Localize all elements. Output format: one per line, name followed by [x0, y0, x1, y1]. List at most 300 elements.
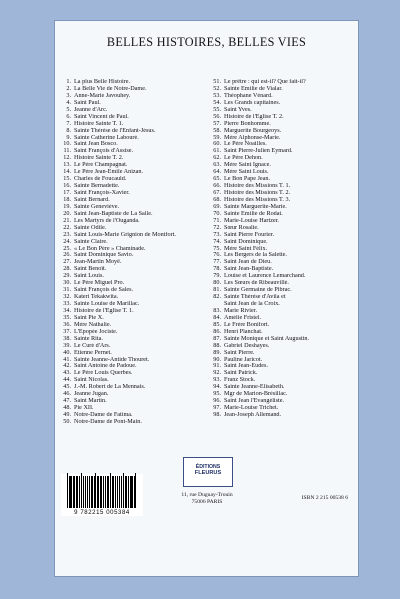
barcode-bar [87, 476, 88, 508]
list-item-number: 92. [213, 369, 221, 377]
list-item-number: 22. [63, 223, 71, 231]
list-item-number: 65. [213, 175, 221, 183]
list-item [211, 301, 359, 308]
list-item-number: 94. [213, 383, 221, 391]
barcode-bar [100, 476, 101, 508]
list-item-number: 27. [63, 258, 71, 266]
barcode-bar [112, 476, 113, 508]
list-item-title: Les Sœurs de Ribeauvillé. [224, 280, 289, 287]
list-item-title: Saint Patrick. [224, 370, 258, 377]
list-item [211, 280, 359, 287]
list-item [61, 176, 209, 183]
list-item [61, 128, 209, 135]
list-item-title: Saint Jean-Eudes. [224, 363, 268, 370]
list-item-title: Sœur Rosalie. [224, 224, 259, 231]
list-item-number: 63. [213, 161, 221, 169]
list-item-title: Théophane Vénard. [224, 92, 273, 99]
list-item [211, 252, 359, 259]
list-item-title: Marguerite Bourgeoys. [224, 127, 282, 134]
list-item-number: 69. [213, 202, 221, 210]
list-item [61, 412, 209, 419]
list-item [61, 329, 209, 336]
list-item-number: 30. [63, 279, 71, 287]
titles-list-left [61, 79, 209, 426]
list-item-number: 47. [63, 397, 71, 405]
barcode-bar [121, 476, 122, 508]
list-item-title: Saint Dominique. [224, 238, 268, 245]
barcode-bar [110, 473, 111, 508]
list-item-number: 34. [63, 306, 71, 314]
barcode-bar [113, 476, 114, 508]
barcode-bar [134, 476, 135, 508]
list-item-title: Saint Louis. [74, 273, 104, 280]
list-item-title: Saint Louis-Marie Grignion de Montfort. [74, 231, 176, 238]
list-item-title: Sainte Monique et Saint Augustin. [224, 335, 310, 342]
list-item-number: 81. [213, 286, 221, 294]
list-item-title: L'Épopée Jociste. [74, 328, 118, 335]
list-item [61, 280, 209, 287]
list-item-title: Marie-Louise Hartzer. [224, 217, 279, 224]
list-item-number: 20. [63, 209, 71, 217]
list-item [211, 370, 359, 377]
list-item [61, 363, 209, 370]
list-item-title: Les Martyrs de l'Ouganda. [74, 217, 140, 224]
list-item-title: Charles de Foucauld. [74, 176, 127, 183]
list-item-title: Sainte Thérèse d'Avila et [224, 294, 286, 301]
list-item-title: Le Curé d'Ars. [74, 342, 111, 349]
barcode-bar [81, 473, 82, 508]
list-item-number: 8. [66, 126, 71, 134]
list-item-number: 36. [63, 320, 71, 328]
list-item [61, 252, 209, 259]
list-item-number: 32. [63, 293, 71, 301]
list-item [211, 336, 359, 343]
list-item [211, 176, 359, 183]
list-item-number: 12. [63, 154, 71, 162]
list-item-number: 86. [213, 327, 221, 335]
barcode-bar [95, 473, 96, 508]
list-item-number: 96. [213, 397, 221, 405]
list-item [211, 322, 359, 329]
list-item-number: 40. [63, 348, 71, 356]
list-item-title: Amélie Fristel. [224, 314, 262, 321]
list-item-title: Franz Stock. [224, 377, 256, 384]
list-item-number: 64. [213, 168, 221, 176]
publisher-logo-line1: ÉDITIONS [195, 464, 221, 470]
list-item-number: 15. [63, 175, 71, 183]
list-item-title: Sainte Bernadette. [74, 183, 120, 190]
list-item-title: Saint Pie X. [74, 314, 104, 321]
list-item-title: Le Bon Pape Jean. [224, 176, 271, 183]
barcode-bar [128, 476, 129, 508]
list-item-number: 28. [63, 265, 71, 273]
list-item [211, 350, 359, 357]
list-item [61, 107, 209, 114]
list-item [61, 308, 209, 315]
list-item-title: Histoire des Missions T. 3. [224, 196, 291, 203]
list-item-title: Pauline Jaricot. [224, 356, 263, 363]
list-item-number: 43. [63, 369, 71, 377]
list-item [61, 419, 209, 426]
list-item-number: 48. [63, 404, 71, 412]
list-item-title: Saint Nicolas. [74, 377, 109, 384]
list-item-title: Saint Vincent de Paul. [74, 113, 129, 120]
list-item-title: Sainte Émilie de Vialar. [224, 85, 283, 92]
list-item-number: 91. [213, 362, 221, 370]
barcode-bar [115, 476, 116, 508]
list-item-number: 90. [213, 355, 221, 363]
list-item-title: Histoire des Missions T. 2. [224, 190, 291, 196]
list-item [61, 357, 209, 364]
list-item [61, 266, 209, 273]
list-item-number: 45. [63, 383, 71, 391]
list-item-number: 5. [66, 105, 71, 113]
list-item-number: 77. [213, 258, 221, 266]
list-item-number: 2. [66, 84, 71, 92]
list-item-number: 75. [213, 244, 221, 252]
barcode-bar [123, 473, 124, 508]
list-item-number: 31. [63, 286, 71, 294]
list-item-title: La plus Belle Histoire. [74, 79, 131, 85]
list-item-number: 14. [63, 168, 71, 176]
list-item [211, 114, 359, 121]
list-item-number: 24. [63, 237, 71, 245]
list-item [211, 377, 359, 384]
list-item [61, 114, 209, 121]
barcode-bar [131, 476, 132, 508]
list-item-number: 13. [63, 161, 71, 169]
list-item-title: Jean-Martin Moyë. [74, 259, 122, 266]
list-item-title: Le Père Noailles. [224, 141, 267, 148]
titles-list-right [211, 79, 359, 419]
barcode-bar [117, 476, 118, 508]
list-item-title: Pie XII. [74, 405, 94, 412]
list-item [211, 315, 359, 322]
list-item-title: Mgr de Marion-Brésillac. [224, 391, 288, 398]
list-item [61, 391, 209, 398]
list-item [61, 162, 209, 169]
list-item-title: Saint Benoît. [74, 266, 107, 273]
list-item-title: Sainte Catherine Labouré. [74, 134, 139, 141]
list-item-number: 84. [213, 313, 221, 321]
list-item-number: 7. [66, 119, 71, 127]
list-item-number: 21. [63, 216, 71, 224]
list-item-title: Saint Jean-Baptiste. [224, 266, 274, 273]
list-item-number: 79. [213, 272, 221, 280]
barcode-bar [70, 476, 71, 508]
list-item-number: 54. [213, 98, 221, 106]
list-item-title: Saint Jean Bosco. [74, 141, 118, 148]
list-item [211, 363, 359, 370]
barcode-bar [83, 476, 84, 508]
list-item-title: Étienne Pernet. [74, 349, 112, 356]
list-item [211, 148, 359, 155]
list-item-number: 83. [213, 306, 221, 314]
list-item [61, 301, 209, 308]
list-item-number: 72. [213, 223, 221, 231]
list-item [61, 377, 209, 384]
list-item [211, 121, 359, 128]
list-item-number: 82. [213, 293, 221, 301]
list-item [61, 93, 209, 100]
list-item [211, 412, 359, 419]
list-item [211, 128, 359, 135]
list-item [61, 239, 209, 246]
list-item-number: 44. [63, 376, 71, 384]
list-item-title: « Le Bon Père » Chaminade. [74, 245, 146, 252]
list-item-title: Saint Paul. [74, 99, 101, 106]
list-item-number: 62. [213, 154, 221, 162]
list-item-title: Sainte Marguerite-Marie. [224, 203, 287, 210]
publisher-address [155, 492, 259, 506]
list-item [61, 169, 209, 176]
list-item-title: Saint Pierre Fourier. [224, 231, 275, 238]
list-item-title: Sainte Odile. [74, 224, 107, 231]
list-item-title: Saint Pierre. [224, 349, 255, 356]
list-item-number: 37. [63, 327, 71, 335]
list-item-number: 33. [63, 300, 71, 307]
list-item-number: 85. [213, 320, 221, 328]
list-item-title: Mère Nathalie. [74, 321, 112, 328]
series-title: BELLES HISTOIRES, BELLES VIES [106, 35, 307, 49]
list-item-title: Le Père Champagnat. [74, 162, 128, 169]
list-item [211, 287, 359, 294]
list-item [61, 315, 209, 322]
list-item [61, 135, 209, 142]
list-item-number: 46. [63, 390, 71, 398]
list-item-number: 71. [213, 216, 221, 224]
list-item [61, 287, 209, 294]
list-item-title: Marie-Louise Trichet. [224, 405, 279, 412]
list-item [61, 100, 209, 107]
list-item-number: 41. [63, 355, 71, 363]
barcode-bar [94, 476, 95, 508]
list-item-title: Sainte Jeanne-Antide Thouret. [74, 356, 150, 363]
list-item-number: 93. [213, 376, 221, 384]
barcode-bar [119, 476, 120, 508]
list-item-title: Saint Antoine de Padoue. [74, 363, 137, 370]
list-item [61, 336, 209, 343]
list-item-number: 10. [63, 140, 71, 148]
list-item [211, 197, 359, 204]
barcode-bar [74, 476, 75, 508]
barcode-bar [103, 476, 104, 508]
list-item-number: 52. [213, 84, 221, 92]
list-item-title: Histoire de l'Église T. 2. [224, 113, 284, 120]
address-street: 11, rue Duguay-Trouin [181, 492, 233, 498]
barcode-icon [67, 476, 137, 508]
list-item-title: Le Frère Bonifort. [224, 321, 270, 328]
list-item-title: Sainte Jeanne-Élisabeth. [224, 384, 285, 391]
barcode-bar [135, 473, 136, 508]
content-panel [54, 20, 359, 577]
list-item [61, 121, 209, 128]
list-item-title: Jeanne d'Arc. [74, 106, 108, 113]
list-item [61, 294, 209, 301]
list-item-title: Notre-Dame de Fatima. [74, 412, 133, 418]
list-item-title: Saint Jean de la Croix. [224, 301, 280, 307]
list-item-title: Histoire de l'Église T. 1. [74, 307, 134, 314]
list-item-title: La Belle Vie de Notre-Dame. [74, 85, 147, 92]
list-item-title: Sainte Claire. [74, 238, 108, 245]
list-item [211, 204, 359, 211]
list-item-number: 26. [63, 251, 71, 259]
list-item-number: 29. [63, 272, 71, 280]
barcode-bar [97, 476, 98, 508]
list-item [61, 259, 209, 266]
list-item-number: 67. [213, 189, 221, 196]
barcode-bar [125, 476, 127, 508]
list-item-number: 11. [63, 147, 71, 155]
list-item [61, 398, 209, 405]
list-item [61, 322, 209, 329]
list-item-number: 78. [213, 265, 221, 273]
list-item-number: 56. [213, 112, 221, 120]
list-item-title: Saint Yves. [224, 106, 252, 113]
list-item-title: Sainte Émilie de Rodat. [224, 210, 283, 217]
barcode-bar [85, 476, 86, 508]
list-item-number: 60. [213, 140, 221, 148]
list-item [211, 329, 359, 336]
list-item-number: 68. [213, 195, 221, 203]
barcode-number: 9 782215 005384 [74, 510, 130, 516]
list-item-title: Saint Martin. [74, 398, 107, 405]
list-item-number: 70. [213, 209, 221, 217]
list-item-title: Henri Planchat. [224, 328, 263, 335]
list-item-number: 74. [213, 237, 221, 245]
list-item-number: 53. [213, 91, 221, 99]
list-item-number: 9. [66, 133, 71, 141]
list-item-number: 38. [63, 334, 71, 342]
list-item-number: 39. [63, 341, 71, 349]
barcode-bar [105, 476, 106, 508]
list-item-title: Sainte Louise de Marillac. [74, 301, 140, 307]
list-item [61, 370, 209, 377]
list-item-number: 87. [213, 334, 221, 342]
publisher-logo [183, 457, 233, 487]
list-item [211, 218, 359, 225]
list-item-title: Saint François d'Assise. [74, 148, 134, 155]
list-item-title: Histoire Sainte T. 2. [74, 155, 124, 162]
barcode-bar [101, 476, 102, 508]
list-item-title: Louise et Laurence Lemarchand. [224, 273, 306, 280]
list-item-title: Le Père Miguel Pro. [74, 280, 125, 287]
list-item-title: Mère Alphonse-Marie. [224, 134, 281, 141]
list-item [61, 141, 209, 148]
list-item-number: 25. [63, 244, 71, 252]
list-item [211, 232, 359, 239]
list-item-title: Histoire des Missions T. 1. [224, 183, 291, 190]
list-item [211, 405, 359, 412]
list-item [61, 273, 209, 280]
list-item-number: 61. [213, 147, 221, 155]
list-item-title: Le Père Jean-Émile Anizan. [74, 169, 144, 176]
list-item-title: Mère Saint Louis. [224, 169, 269, 176]
list-item [211, 343, 359, 350]
list-item [211, 246, 359, 253]
list-item [211, 190, 359, 197]
list-item-title: Sainte Thérèse de l'Enfant-Jésus. [74, 127, 156, 134]
list-item [211, 107, 359, 114]
list-item-title: Pierre Bonhomme. [224, 120, 271, 127]
list-item-number: 98. [213, 411, 221, 418]
list-item [61, 246, 209, 253]
list-item [61, 225, 209, 232]
list-item [211, 384, 359, 391]
list-item [61, 79, 209, 86]
list-item [211, 141, 359, 148]
address-city: 75006 PARIS [191, 499, 223, 505]
list-item-title: Saint Pierre-Julien Eymard. [224, 148, 293, 155]
list-item [211, 86, 359, 93]
list-item-title: Mère Saint Ignace. [224, 162, 271, 169]
list-item [211, 93, 359, 100]
barcode-bar [89, 476, 90, 508]
list-item-title: Le Père Louis Querbes. [74, 370, 133, 377]
list-item-number: 3. [66, 91, 71, 99]
list-item-number: 35. [63, 313, 71, 321]
list-item [61, 190, 209, 197]
list-item [211, 155, 359, 162]
list-item [211, 259, 359, 266]
list-item-number: 49. [63, 411, 71, 418]
list-item-number: 59. [213, 133, 221, 141]
list-item-number: 66. [213, 182, 221, 190]
list-item-number: 76. [213, 251, 221, 259]
list-item-title: Saint Jean l'Évangéliste. [224, 398, 285, 405]
list-item [211, 211, 359, 218]
list-item [211, 183, 359, 190]
list-item-title: Saint François de Sales. [74, 287, 134, 294]
list-item-number: 80. [213, 279, 221, 287]
list-item-title: Saint Dominique Savio. [74, 252, 134, 259]
list-item-number: 6. [66, 112, 71, 120]
list-item-title: Mère Saint Félix. [224, 245, 268, 252]
list-item [61, 148, 209, 155]
list-item-title: Sainte Geneviève. [74, 203, 120, 210]
list-item [61, 343, 209, 350]
list-item [211, 239, 359, 246]
list-item-title: Notre-Dame de Pont-Main. [74, 418, 142, 425]
list-item-number: 97. [213, 404, 221, 412]
list-item-title: Saint François-Xavier. [74, 190, 130, 196]
list-item [211, 391, 359, 398]
list-item [211, 135, 359, 142]
list-item [211, 308, 359, 315]
list-item-title: Sainte Rita. [74, 335, 103, 342]
list-item-number: 55. [213, 105, 221, 113]
barcode-bar [79, 476, 80, 508]
list-item-title: Le Père Dehon. [224, 155, 263, 162]
list-item-title: Les Grands capitaines. [224, 99, 281, 106]
list-item-title: Histoire Sainte T. 1. [74, 120, 124, 127]
barcode-bar [76, 476, 78, 508]
list-item [211, 294, 359, 301]
list-item-title: Les Bergers de la Salette. [224, 252, 287, 259]
list-item-number: 50. [63, 417, 71, 425]
list-item [61, 204, 209, 211]
list-item-number: 57. [213, 119, 221, 127]
list-item [211, 169, 359, 176]
list-item [61, 218, 209, 225]
barcode-bar [67, 473, 68, 508]
list-item [61, 384, 209, 391]
list-item [61, 211, 209, 218]
list-item-title: Anne-Marie Javouhey. [74, 92, 131, 99]
list-item-title: Saint Jean de Dieu. [224, 259, 272, 266]
list-item-number: 17. [63, 189, 71, 196]
list-item [211, 79, 359, 86]
